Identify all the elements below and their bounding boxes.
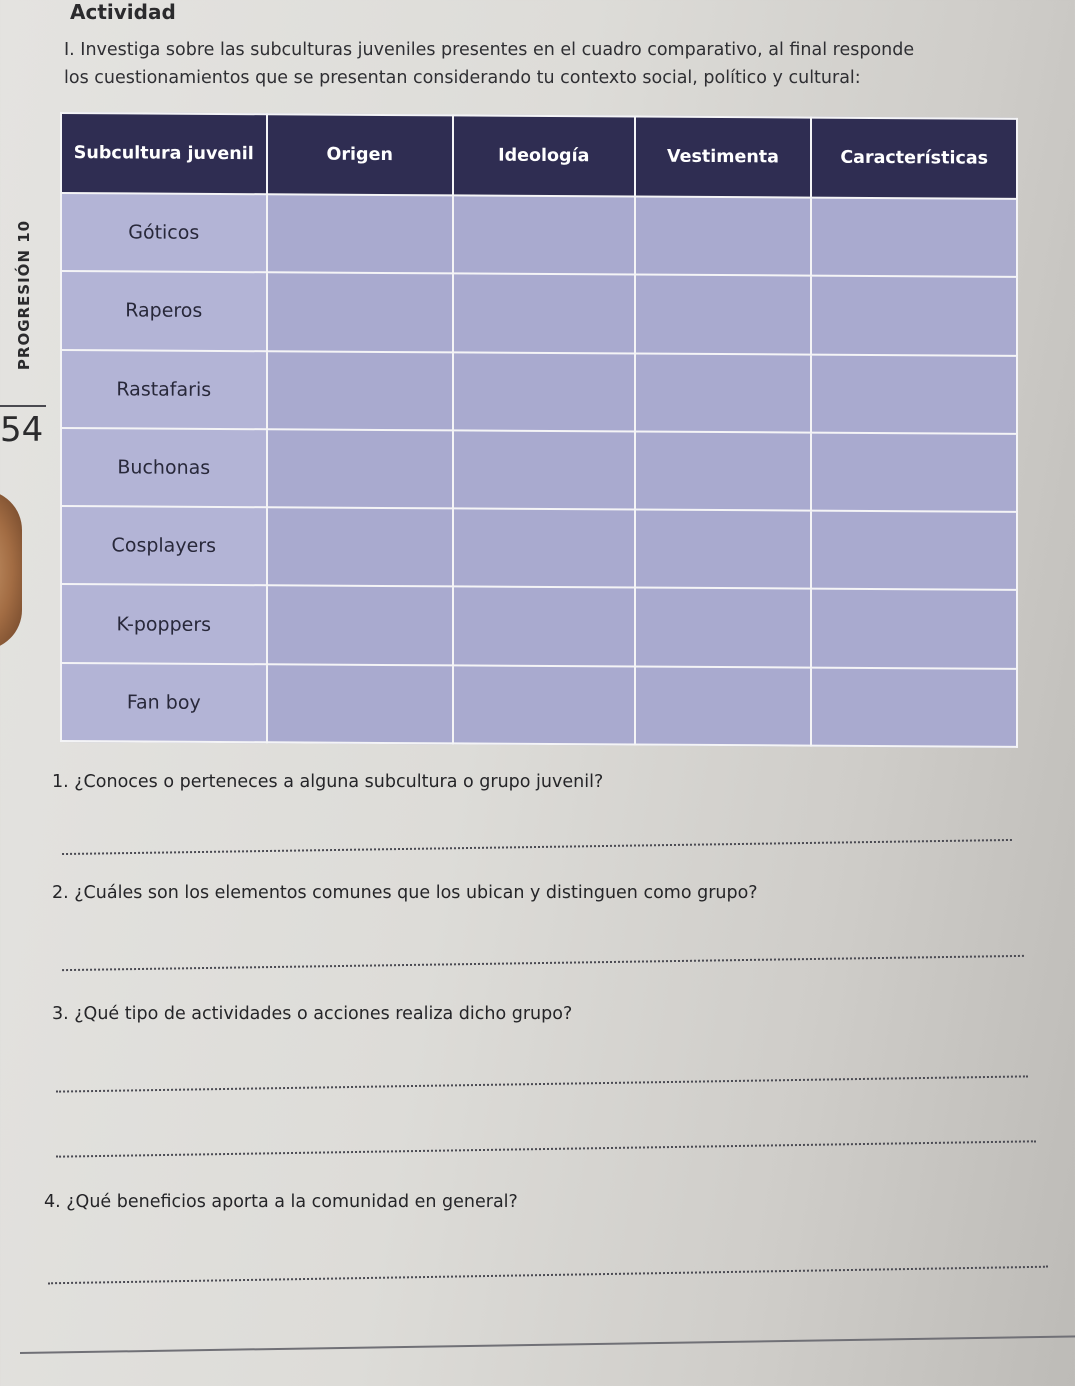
cell-ideologia[interactable]: [453, 587, 635, 666]
comparison-table: [60, 112, 1018, 748]
table-row: [61, 193, 1017, 277]
bottom-rule: [20, 1335, 1075, 1354]
finger-edge: [0, 490, 22, 650]
cell-vestimenta[interactable]: [635, 353, 812, 432]
table-row: [61, 271, 1017, 355]
cell-caracteristicas[interactable]: [811, 432, 1017, 512]
cell-ideologia[interactable]: [453, 509, 635, 588]
activity-title: Actividad: [70, 0, 176, 24]
cell-vestimenta[interactable]: [635, 588, 812, 667]
row-label: Góticos: [61, 193, 267, 273]
cell-origen[interactable]: [267, 429, 453, 508]
row-label: Rastafaris: [61, 350, 267, 430]
cell-vestimenta[interactable]: [635, 275, 812, 354]
cell-caracteristicas[interactable]: [811, 276, 1017, 356]
cell-origen[interactable]: [267, 507, 453, 586]
answer-line-1[interactable]: [62, 839, 1012, 855]
cell-vestimenta[interactable]: [635, 666, 812, 745]
header-subcultura: Subcultura juvenil: [61, 113, 267, 194]
row-label: K-poppers: [61, 584, 267, 664]
table-row: [61, 663, 1017, 747]
page-number: 54: [0, 410, 44, 450]
cell-ideologia[interactable]: [453, 274, 635, 353]
cell-caracteristicas[interactable]: [811, 511, 1017, 591]
table-row: [61, 350, 1017, 434]
cell-origen[interactable]: [267, 194, 453, 273]
table-row: [61, 584, 1017, 668]
cell-origen[interactable]: [267, 273, 453, 352]
row-label: Cosplayers: [61, 506, 267, 586]
cell-vestimenta[interactable]: [635, 510, 812, 589]
question-4: 4. ¿Qué beneficios aporta a la comunidad en general?: [44, 1192, 518, 1212]
cell-ideologia[interactable]: [453, 352, 635, 431]
instructions-text: I. Investiga sobre las subculturas juveniles presentes en el cuadro comparativo, al final responde los cuestionamientos que se presentan considerando tu contexto social, político y cultural:: [64, 40, 915, 88]
cell-caracteristicas[interactable]: [811, 354, 1017, 434]
cell-origen[interactable]: [267, 586, 453, 665]
question-1: 1. ¿Conoces o perteneces a alguna subcultura o grupo juvenil?: [52, 772, 604, 792]
cell-origen[interactable]: [267, 351, 453, 430]
answer-line-5[interactable]: [48, 1266, 1048, 1285]
table-header-row: [61, 113, 1017, 199]
answer-line-2[interactable]: [62, 955, 1024, 971]
side-divider: [0, 405, 46, 407]
answer-line-4[interactable]: [56, 1140, 1036, 1157]
table-row: [61, 428, 1017, 512]
question-3: 3. ¿Qué tipo de actividades o acciones realiza dicho grupo?: [52, 1004, 573, 1024]
question-2: 2. ¿Cuáles son los elementos comunes que los ubican y distinguen como grupo?: [52, 883, 758, 903]
header-vestimenta: Vestimenta: [635, 117, 812, 198]
section-label-text: PROGRESIÓN 10: [15, 219, 34, 371]
row-label: Fan boy: [61, 663, 267, 743]
answer-line-3[interactable]: [56, 1075, 1028, 1092]
cell-caracteristicas[interactable]: [811, 589, 1017, 669]
cell-ideologia[interactable]: [453, 195, 635, 274]
cell-origen[interactable]: [267, 664, 453, 743]
comparison-table-wrapper: [60, 112, 1018, 748]
cell-caracteristicas[interactable]: [811, 198, 1017, 278]
row-label: Buchonas: [61, 428, 267, 508]
header-ideologia: Ideología: [453, 115, 635, 196]
cell-ideologia[interactable]: [453, 430, 635, 509]
cell-vestimenta[interactable]: [635, 197, 812, 276]
row-label: Raperos: [61, 271, 267, 351]
cell-caracteristicas[interactable]: [811, 667, 1017, 747]
cell-vestimenta[interactable]: [635, 431, 812, 510]
section-label: [4, 210, 44, 380]
header-origen: Origen: [267, 114, 453, 195]
cell-ideologia[interactable]: [453, 665, 635, 744]
header-caracteristicas: Características: [811, 118, 1017, 199]
table-row: [61, 506, 1017, 590]
